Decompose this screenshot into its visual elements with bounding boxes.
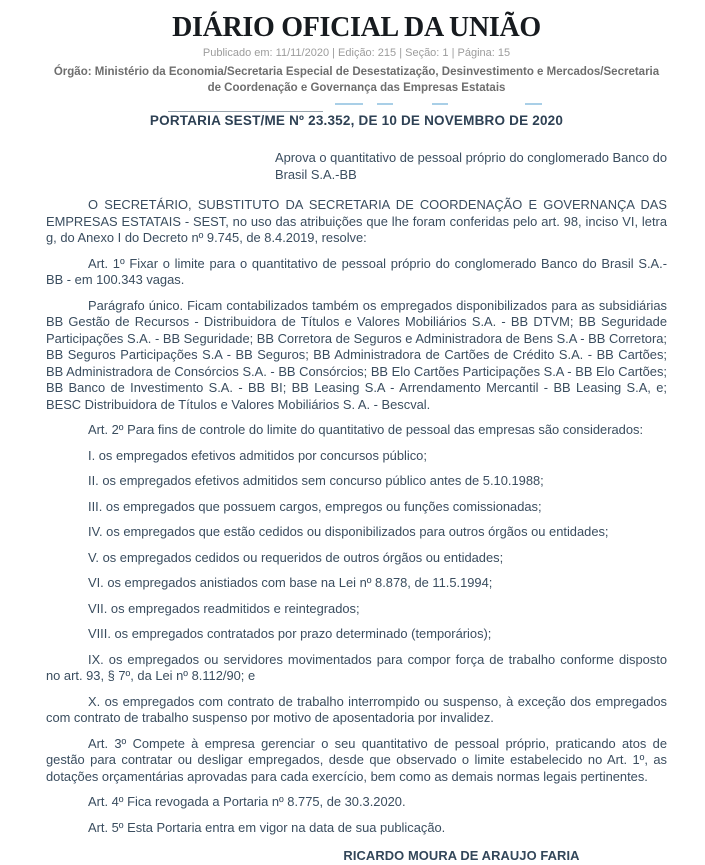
dou-title: DIÁRIO OFICIAL DA UNIÃO [172,12,541,43]
art-5-paragraph: Art. 5º Esta Portaria entra em vigor na data de sua publicação. [88,819,446,835]
act-title-section [46,103,667,130]
paragrafo-unico: Parágrafo único. Ficam contabilizados também os empregados disponibilizados para as subsidiárias BB Gestão de Recursos - Distribuidora de Títulos e Valores Mobiliários S.A. - BB DTVM; BB Seguridade Participações S.A. - BB Seguridade; BB Corretora de Seguros e Administradora de Bens S.A - BB Corretora; BB Seguros Participações S.A - BB Seguros; BB Administradora de Cartões de Crédito S.A. - BB Cartões; BB Administradora de Consórcios S.A. - BB Consórcios; BB Elo Cartões Participações S.A - BB Elo Cartões; BB Banco de Investimento S.A. - BB BI; BB Leasing S.A - Arrendamento Mercantil - BB Leasing S.A, e; BESC Distribuidora de Títulos e Valores Mobiliários S. A. - Bescval. [46,297,667,412]
item-i: I. os empregados efetivos admitidos por concursos público; [88,447,427,463]
art-4-paragraph: Art. 4º Fica revogada a Portaria nº 8.775, de 30.3.2020. [88,794,406,809]
item-vi: VI. os empregados anistiados com base na Lei nº 8.878, de 11.5.1994; [88,575,493,590]
item-vii: VII. os empregados readmitidos e reintegrados; [88,600,360,616]
signature-name: RICARDO MOURA DE ARAUJO FARIA [343,848,580,863]
art-1-paragraph: Art. 1º Fixar o limite para o quantitativo de pessoal próprio do conglomerado Banco do Brasil S.A.- BB - em 100.343 vagas. [46,255,667,287]
highlight-dash-artifact [432,103,448,105]
preamble-paragraph: O SECRETÁRIO, SUBSTITUTO DA SECRETARIA DE COORDENAÇÃO E GOVERNANÇA DAS EMPRESAS ESTATAIS - SEST, no uso das atribuições que lhe foram conferidas pelo art. 98, inciso VI, letra g, do Anexo I do Decreto nº 9.745, de 8.4.2019, resolve: [46,197,667,245]
item-viii: VIII. os empregados contratados por prazo determinado (temporários); [88,626,492,641]
act-title: PORTARIA SEST/ME Nº 23.352, DE 10 DE NOVEMBRO DE 2020 [149,113,564,128]
item-x: X. os empregados com contrato de trabalho interrompido ou suspenso, à exceção dos empregados com contrato de trabalho suspenso por motivo de aposentadoria por invalidez. [46,693,667,725]
overline-artifact [168,111,323,112]
highlight-dash-artifact [377,103,393,105]
epigraph: Aprova o quantitativo de pessoal próprio do conglomerado Banco do Brasil S.A.-BB [275,150,667,182]
organ-line: Órgão: Ministério da Economia/Secretaria Especial de Desestatização, Desinvestimento e Mercados/Secretaria de Coordenação e Governança das Empresas Estatais [53,66,660,94]
item-ix: IX. os empregados ou servidores movimentados para compor força de trabalho conforme disposto no art. 93, § 7º, da Lei nº 8.112/90; e [46,651,667,683]
art-2-paragraph: Art. 2º Para fins de controle do limite do quantitativo de pessoal das empresas são considerados: [88,422,644,437]
item-iv: IV. os empregados que estão cedidos ou disponibilizados para outros órgãos ou entidades; [88,524,609,539]
art-3-paragraph: Art. 3º Compete à empresa gerenciar o seu quantitativo de pessoal próprio, praticando atos de gestão para contratar ou desligar empregados, desde que observado o limite estabelecido no Art. 1º, as dotações orçamentárias aprovadas para cada exercício, bem como as demais normas legais pertinentes. [46,735,667,784]
highlight-dash-artifact [335,103,363,105]
highlight-dash-artifact [525,103,542,105]
item-v: V. os empregados cedidos ou requeridos de outros órgãos ou entidades; [88,549,504,565]
act-body [46,150,667,865]
item-iii: III. os empregados que possuem cargos, empregos ou funções comissionadas; [88,498,542,514]
item-ii: II. os empregados efetivos admitidos sem concurso público antes de 5.10.1988; [88,473,544,488]
dou-masthead [46,12,667,96]
publication-meta: Publicado em: 11/11/2020 | Edição: 215 | Seção: 1 | Página: 15 [202,47,511,59]
